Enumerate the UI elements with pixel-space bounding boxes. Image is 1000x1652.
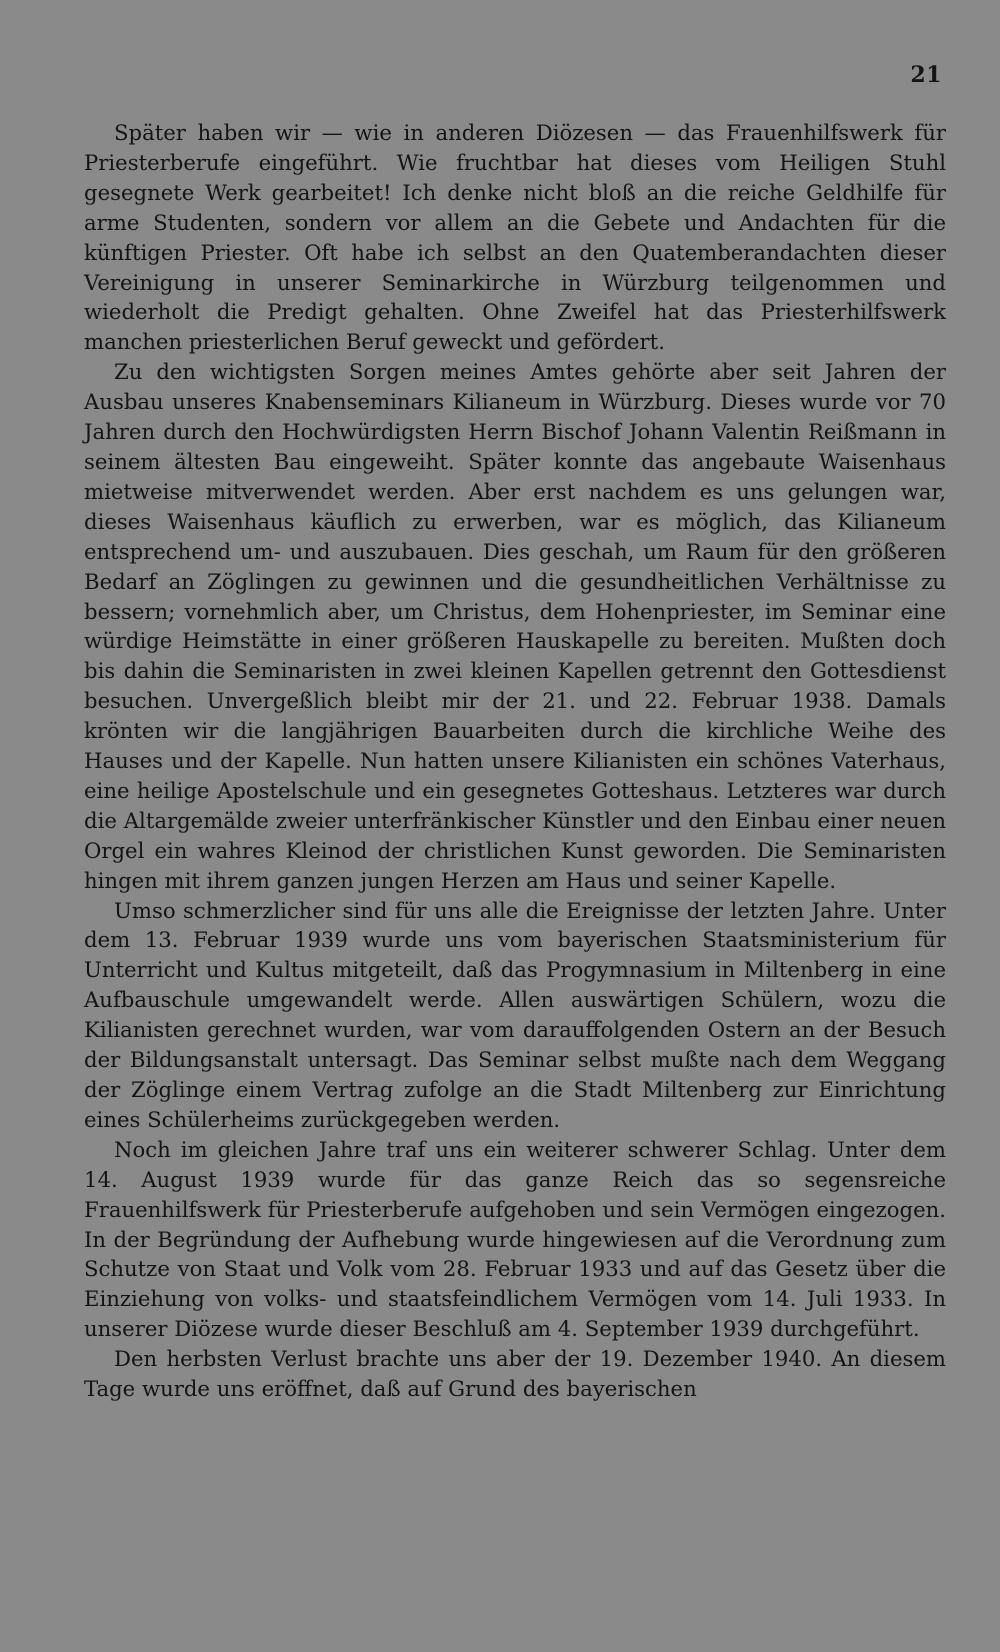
paragraph-verlust: Den herbsten Verlust brachte uns aber der 19. Dezember 1940. An diesem Tage wurde uns eröffnet, daß auf Grund des bayerischen	[84, 1346, 946, 1402]
paragraph-kilianeum: Zu den wichtigsten Sorgen meines Amtes gehörte aber seit Jahren der Ausbau unseres Knabenseminars Kilianeum in Würzburg. Dieses wurde vor 70 Jahren durch den Hochwürdigsten Herrn Bischof Johann Valentin Reißmann in seinem ältesten Bau eingeweiht. Später konnte das angebaute Waisenhaus mietweise mitverwendet werden. Aber erst nachdem es uns gelungen war, dieses Waisenhaus käuflich zu erwerben, war es möglich, das Kilianeum entsprechend um- und auszubauen. Dies geschah, um Raum für den größeren Bedarf an Zöglingen zu gewinnen und die gesundheitlichen Verhältnisse zu bessern; vornehmlich aber, um Christus, dem Hohenpriester, im Seminar eine würdige Heimstätte in einer größeren Hauskapelle zu bereiten. Mußten doch bis dahin die Seminaristen in zwei kleinen Kapellen getrennt den Gottesdienst besuchen. Unvergeßlich bleibt mir der 21. und 22. Februar 1938. Damals krönten wir die langjährigen Bauarbeiten durch die kirchliche Weihe des Hauses und der Kapelle. Nun hatten unsere Kilianisten ein schönes Vaterhaus, eine heilige Apostelschule und ein gesegnetes Gotteshaus. Letzteres war durch die Altargemälde zweier unterfränkischer Künstler und den Einbau einer neuen Orgel ein wahres Kleinod der christlichen Kunst geworden. Die Seminaristen hingen mit ihrem ganzen jungen Herzen am Haus und seiner Kapelle.	[84, 359, 946, 893]
paragraph-aufhebung: Noch im gleichen Jahre traf uns ein weiterer schwerer Schlag. Unter dem 14. August 1939 wurde für das ganze Reich das so segensreiche Frauenhilfswerk für Priesterberufe aufgehoben und sein Vermögen eingezogen. In der Begründung der Aufhebung wurde hingewiesen auf die Verordnung zum Schutze von Staat und Volk vom 28. Februar 1933 und auf das Gesetz über die Einziehung von volks- und staatsfeindlichem Vermögen vom 14. Juli 1933. In unserer Diözese wurde dieser Beschluß am 4. September 1939 durchgeführt.	[84, 1136, 946, 1342]
body-text	[84, 118, 946, 1404]
paragraph-frauenhilfswerk: Später haben wir — wie in anderen Diözesen — das Frauenhilfswerk für Priesterberufe eingeführt. Wie fruchtbar hat dieses vom Heiligen Stuhl gesegnete Werk gearbeitet! Ich denke nicht bloß an die reiche Geldhilfe für arme Studenten, sondern vor allem an die Gebete und Andachten für die künftigen Priester. Oft habe ich selbst an den Quatemberandachten dieser Vereinigung in unserer Seminarkirche in Würzburg teilgenommen und wiederholt die Predigt gehalten. Ohne Zweifel hat das Priesterhilfswerk manchen priesterlichen Beruf geweckt und gefördert.	[84, 120, 946, 355]
paragraph-ereignisse: Umso schmerzlicher sind für uns alle die Ereignisse der letzten Jahre. Unter dem 13. Februar 1939 wurde uns vom bayerischen Staatsministerium für Unterricht und Kultus mitgeteilt, daß das Progymnasium in Miltenberg in eine Aufbauschule umgewandelt werde. Allen auswärtigen Schülern, wozu die Kilianisten gerechnet wurden, war vom darauffolgenden Ostern an der Besuch der Bildungsanstalt untersagt. Das Seminar selbst mußte nach dem Weggang der Zöglinge einem Vertrag zufolge an die Stadt Miltenberg zur Einrichtung eines Schülerheims zurückgegeben werden.	[84, 897, 946, 1132]
page-number: 21	[910, 62, 942, 88]
